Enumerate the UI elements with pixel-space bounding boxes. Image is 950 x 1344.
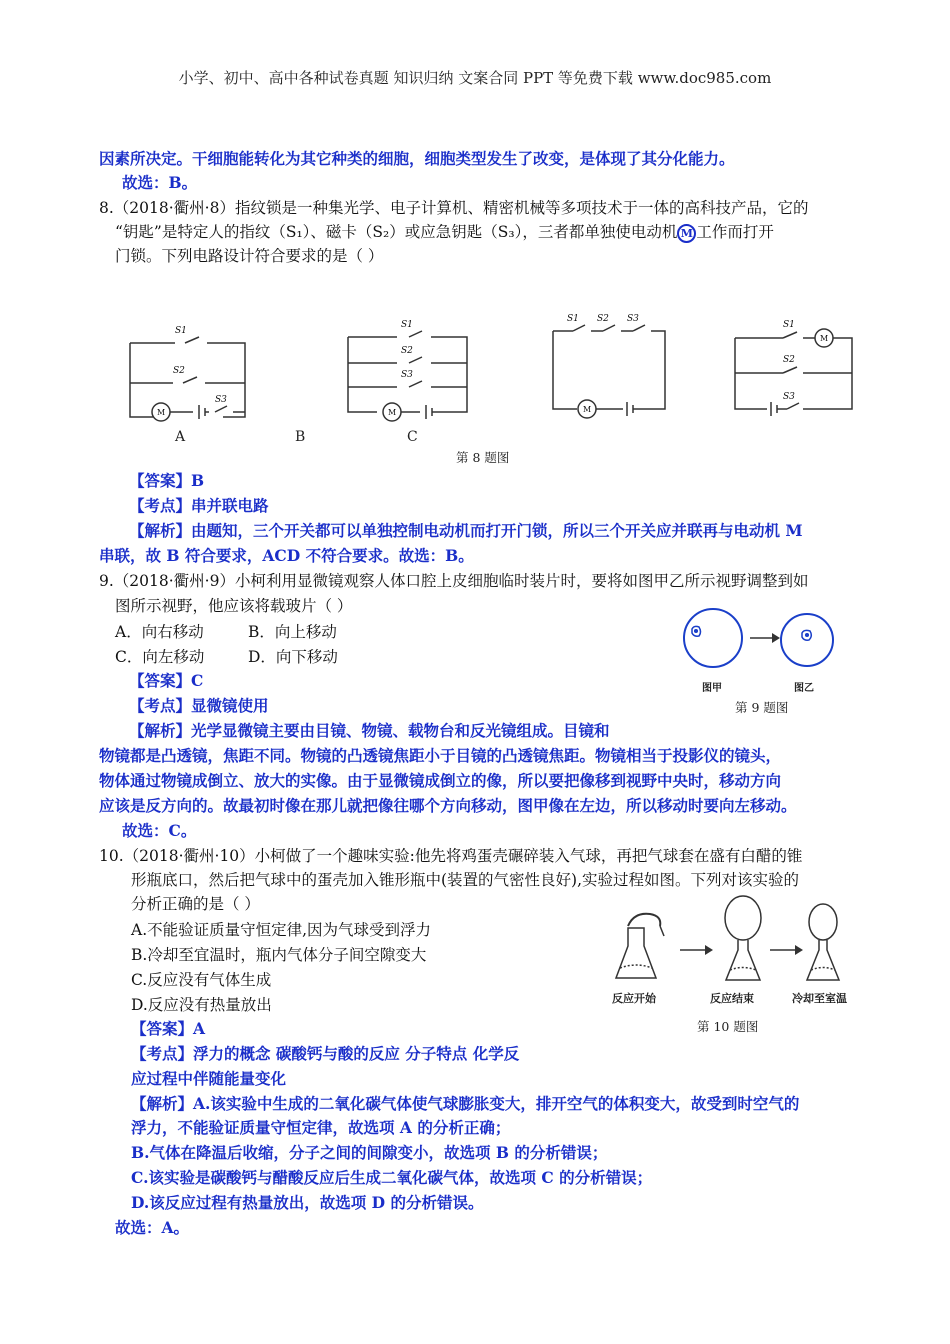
q8-analysis-line2: 串联，故 B 符合要求，ACD 不符合要求。故选：B。 — [99, 546, 474, 565]
q9-analysis-line1: 【解析】光学显微镜主要由目镜、物镜、载物台和反光镜组成。目镜和 — [129, 721, 610, 740]
d-s3-label: S3 — [783, 392, 795, 402]
field-jia — [684, 609, 742, 667]
a-s1-label: S1 — [175, 326, 187, 336]
motor-symbol: M — [677, 224, 696, 243]
flask-end — [725, 896, 761, 980]
b-motor-label: M — [388, 408, 397, 417]
a-s2-label: S2 — [173, 366, 185, 376]
q8-circuit-figure — [115, 305, 875, 455]
stage-start-label: 反应开始 — [612, 992, 656, 1005]
label-c: C — [407, 429, 418, 445]
q8-figure-caption: 第 8 题图 — [456, 450, 510, 465]
a-motor-label: M — [157, 408, 166, 417]
q8-stem-line3: 门锁。下列电路设计符合要求的是（ ） — [115, 247, 384, 265]
q9-analysis-line2: 物镜都是凸透镜，焦距不同。物镜的凸透镜焦距小于目镜的凸透镜焦距。物镜相当于投影仪的镜头， — [99, 746, 782, 765]
q10-stem-line2: 形瓶底口，然后把气球中的蛋壳加入锥形瓶中(装置的气密性良好),实验过程如图。下列对该实验的 — [131, 871, 800, 889]
q10-answer-choice: 故选：A。 — [115, 1218, 190, 1237]
d-s1-label: S1 — [783, 320, 795, 330]
q8-stem-line2a: “钥匙”是特定人的指纹（S₁）、磁卡（S₂）或应急钥匙（S₃），三者都单独使电动机 — [115, 223, 678, 241]
circuit-c — [553, 325, 665, 418]
q10-figure-caption: 第 10 题图 — [697, 1019, 759, 1034]
q8-stem-line1: 8.（2018·衢州·8）指纹锁是一种集光学、电子计算机、精密机械等多项技术于一体的高科技产品，它的 — [99, 199, 809, 217]
label-b: B — [295, 429, 306, 445]
flask-cooled — [807, 904, 839, 980]
q10-option-a: A.不能验证质量守恒定律,因为气球受到浮力 — [131, 921, 432, 939]
q10-option-c: C.反应没有气体生成 — [131, 971, 272, 989]
q9-stem-line2: 图所示视野，他应该将载玻片（ ） — [115, 597, 353, 615]
q9-answer-choice: 故选：C。 — [122, 821, 197, 840]
c-s2-label: S2 — [597, 314, 609, 324]
q8-stem-line2 — [115, 221, 774, 243]
d-motor-label: M — [820, 334, 829, 343]
b-s1-label: S1 — [401, 320, 413, 330]
q10-point-line2: 应过程中伴随能量变化 — [131, 1069, 287, 1088]
q10-analysis-line3: B.气体在降温后收缩，分子之间的间隙变小，故选项 B 的分析错误； — [131, 1143, 608, 1162]
q9-answer: 【答案】C — [129, 671, 204, 690]
q9-point: 【考点】显微镜使用 — [129, 696, 269, 715]
q9-option-c: C．向左移动 — [115, 648, 205, 666]
circuit-a — [130, 337, 245, 421]
flask-start — [616, 914, 664, 978]
q10-analysis-line2: 浮力，不能验证质量守恒定律，故选项 A 的分析正确； — [131, 1118, 511, 1137]
c-s1-label: S1 — [567, 314, 579, 324]
q10-experiment-figure — [610, 890, 860, 1008]
q9-option-a: A．向右移动 — [115, 623, 204, 641]
q10-stem-line3: 分析正确的是（ ） — [131, 895, 260, 913]
b-s2-label: S2 — [401, 346, 413, 356]
label-a: A — [175, 429, 186, 445]
stage-end-label: 反应结束 — [710, 992, 754, 1005]
q10-analysis-line1: 【解析】A.该实验中生成的二氧化碳气体使气球膨胀变大，排开空气的体积变大，故受到时空气的 — [131, 1094, 800, 1113]
q10-analysis-line5: D.该反应过程有热量放出，故选项 D 的分析错误。 — [131, 1193, 484, 1212]
q9-analysis-line4: 应该是反方向的。故最初时像在那儿就把像往哪个方向移动，图甲像在左边，所以移动时要向左移动。 — [99, 796, 797, 815]
a-s3-label: S3 — [215, 395, 227, 405]
fig-jia-label: 图甲 — [702, 683, 722, 694]
q9-figure-caption: 第 9 题图 — [735, 700, 789, 715]
d-s2-label: S2 — [783, 355, 795, 365]
arrow-head-icon — [772, 633, 780, 643]
q10-option-b: B.冷却至宜温时，瓶内气体分子间空隙变大 — [131, 946, 427, 964]
stage-cool-label: 冷却至室温 — [792, 992, 847, 1005]
q8-point: 【考点】串并联电路 — [129, 496, 269, 515]
q9-stem-line1: 9.（2018·衢州·9）小柯利用显微镜观察人体口腔上皮细胞临时装片时，要将如图甲乙所示视野调整到如 — [99, 572, 809, 590]
q9-option-d: D．向下移动 — [248, 648, 338, 666]
q9-option-b: B．向上移动 — [248, 623, 337, 641]
circuit-d — [735, 329, 852, 416]
q8-analysis-line1: 【解析】由题知，三个开关都可以单独控制电动机而打开门锁，所以三个开关应并联再与电动机 M — [129, 521, 803, 540]
q10-stem-line1: 10.（2018·衢州·10）小柯做了一个趣味实验:他先将鸡蛋壳碾碎装入气球，再把气球套在盛有白醋的锥 — [99, 847, 803, 865]
q9-microscope-figure — [680, 605, 840, 697]
q10-answer: 【答案】A — [131, 1019, 206, 1038]
q10-analysis-line4: C.该实验是碳酸钙与醋酸反应后生成二氧化碳气体，故选项 C 的分析错误； — [131, 1168, 653, 1187]
q9-analysis-line3: 物体通过物镜成倒立、放大的实像。由于显微镜成倒立的像，所以要把像移到视野中央时，移动方向 — [99, 771, 782, 790]
c-motor-label: M — [583, 405, 592, 414]
b-s3-label: S3 — [401, 370, 413, 380]
prev-answer-choice: 故选：B。 — [122, 173, 198, 192]
c-s3-label: S3 — [627, 314, 639, 324]
q8-stem-line2b: 工作而打开 — [696, 223, 774, 241]
q8-answer: 【答案】B — [129, 471, 205, 490]
prev-analysis-line: 因素所决定。干细胞能转化为其它种类的细胞，细胞类型发生了改变，是体现了其分化能力。 — [99, 149, 735, 168]
q10-option-d: D.反应没有热量放出 — [131, 996, 272, 1014]
q10-point-line1: 【考点】浮力的概念 碳酸钙与酸的反应 分子特点 化学反 — [131, 1044, 520, 1063]
page-header: 小学、初中、高中各种试卷真题 知识归纳 文案合同 PPT 等免费下载 www.doc985.com — [178, 69, 772, 87]
fig-yi-label: 图乙 — [794, 683, 814, 694]
